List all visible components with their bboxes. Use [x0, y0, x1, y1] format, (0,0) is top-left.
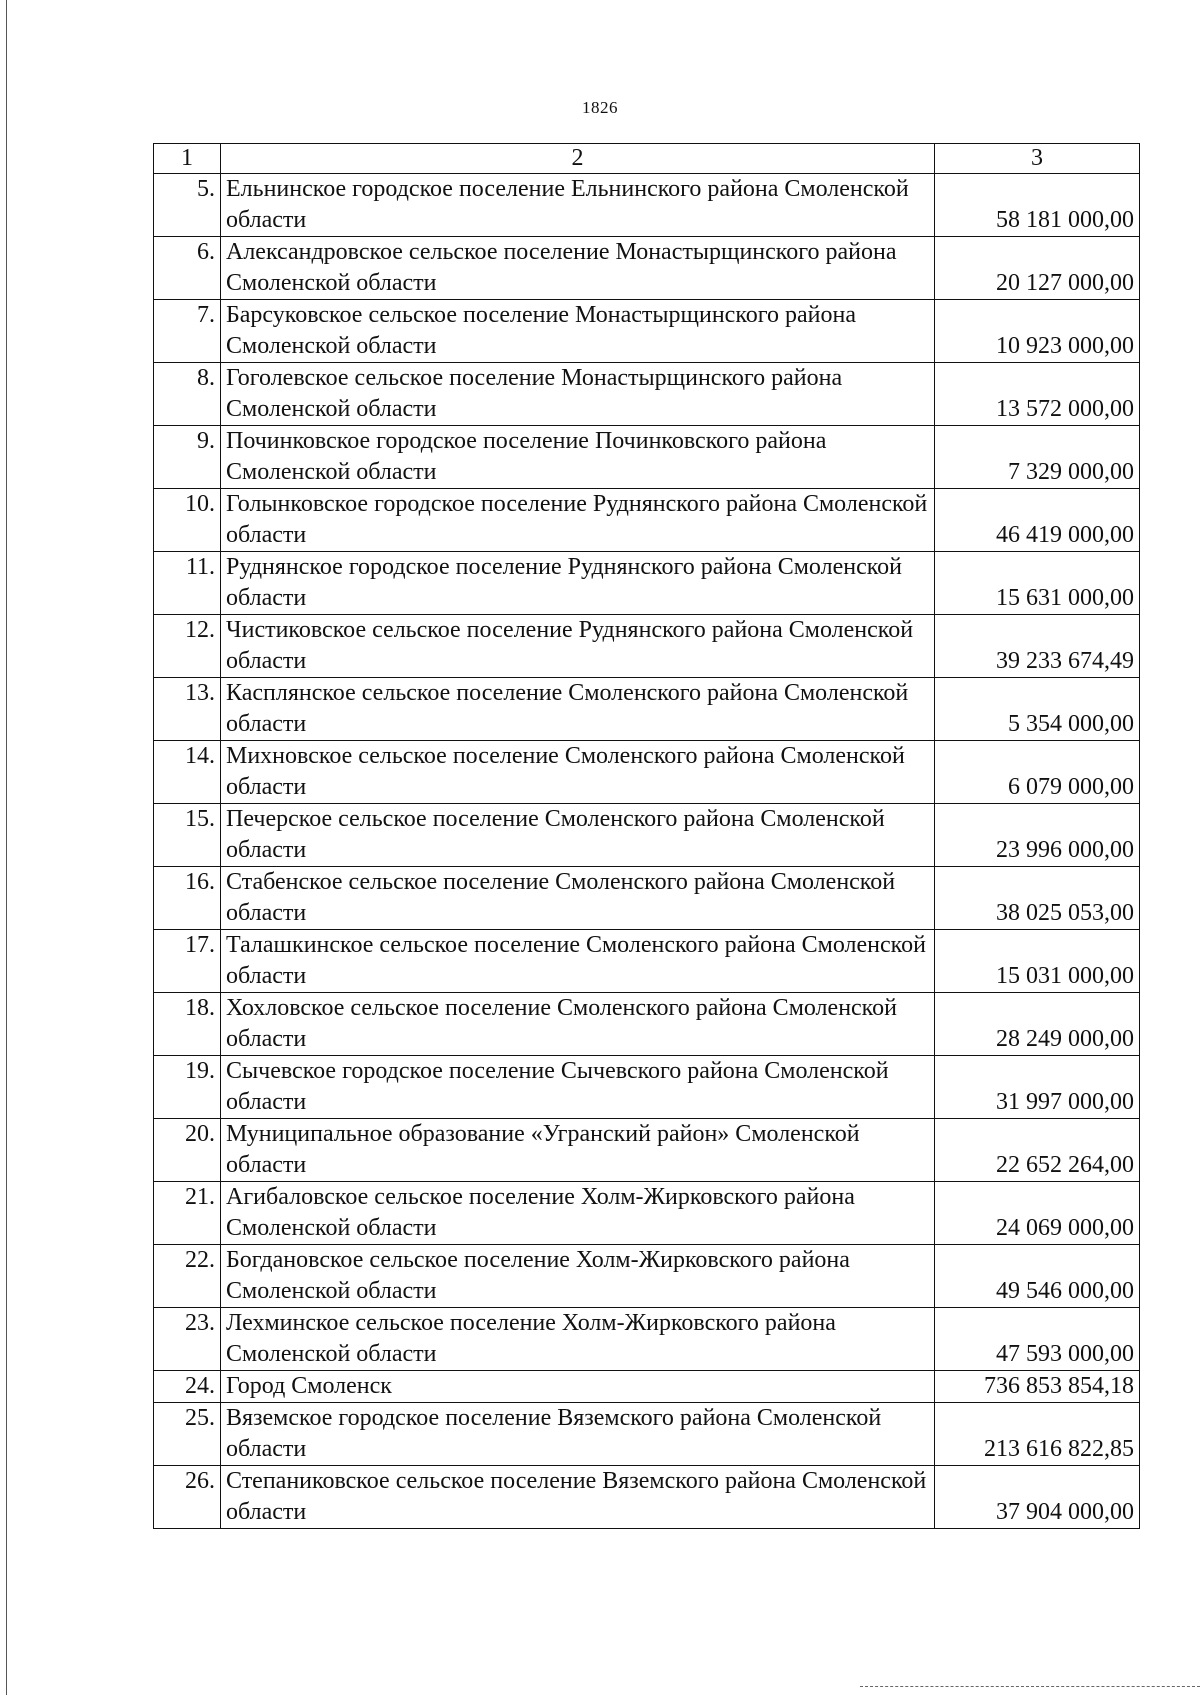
row-amount: 39 233 674,49: [935, 615, 1140, 678]
row-amount: 15 031 000,00: [935, 930, 1140, 993]
row-settlement-name: Александровское сельское поселение Монастырщинского района Смоленской области: [221, 237, 935, 300]
table-row: [154, 1466, 1140, 1529]
row-settlement-name: Агибаловское сельское поселение Холм-Жирковского района Смоленской области: [221, 1182, 935, 1245]
row-settlement-name: Чистиковское сельское поселение Руднянского района Смоленской области: [221, 615, 935, 678]
row-number: 20.: [154, 1119, 221, 1182]
row-settlement-name: Вяземское городское поселение Вяземского района Смоленской области: [221, 1403, 935, 1466]
allocation-table: [153, 143, 1140, 1529]
table-body: [154, 144, 1140, 1529]
row-amount: 213 616 822,85: [935, 1403, 1140, 1466]
row-settlement-name: Починковское городское поселение Починковского района Смоленской области: [221, 426, 935, 489]
header-col-2: 2: [221, 144, 935, 174]
table-row: [154, 426, 1140, 489]
table-row: [154, 1308, 1140, 1371]
row-number: 7.: [154, 300, 221, 363]
row-number: 10.: [154, 489, 221, 552]
row-settlement-name: Степаниковское сельское поселение Вяземского района Смоленской области: [221, 1466, 935, 1529]
scan-bottom-dash: [860, 1686, 1200, 1687]
table-row: [154, 363, 1140, 426]
row-settlement-name: Касплянское сельское поселение Смоленского района Смоленской области: [221, 678, 935, 741]
row-settlement-name: Муниципальное образование «Угранский район» Смоленской области: [221, 1119, 935, 1182]
row-number: 13.: [154, 678, 221, 741]
row-amount: 10 923 000,00: [935, 300, 1140, 363]
row-number: 16.: [154, 867, 221, 930]
table-row: [154, 552, 1140, 615]
row-number: 22.: [154, 1245, 221, 1308]
row-settlement-name: Лехминское сельское поселение Холм-Жирковского района Смоленской области: [221, 1308, 935, 1371]
row-number: 8.: [154, 363, 221, 426]
row-number: 26.: [154, 1466, 221, 1529]
row-settlement-name: Барсуковское сельское поселение Монастырщинского района Смоленской области: [221, 300, 935, 363]
table-row: [154, 1245, 1140, 1308]
row-amount: 6 079 000,00: [935, 741, 1140, 804]
row-number: 15.: [154, 804, 221, 867]
table-row: [154, 237, 1140, 300]
row-amount: 13 572 000,00: [935, 363, 1140, 426]
table-row: [154, 615, 1140, 678]
row-number: 23.: [154, 1308, 221, 1371]
row-amount: 15 631 000,00: [935, 552, 1140, 615]
row-number: 9.: [154, 426, 221, 489]
table-header-row: [154, 144, 1140, 174]
table-row: [154, 174, 1140, 237]
row-settlement-name: Хохловское сельское поселение Смоленского района Смоленской области: [221, 993, 935, 1056]
row-settlement-name: Руднянское городское поселение Руднянского района Смоленской области: [221, 552, 935, 615]
row-amount: 31 997 000,00: [935, 1056, 1140, 1119]
row-number: 21.: [154, 1182, 221, 1245]
row-settlement-name: Богдановское сельское поселение Холм-Жирковского района Смоленской области: [221, 1245, 935, 1308]
table-row: [154, 1403, 1140, 1466]
table-row: [154, 489, 1140, 552]
table-row: [154, 1119, 1140, 1182]
row-amount: 7 329 000,00: [935, 426, 1140, 489]
row-settlement-name: Гоголевское сельское поселение Монастырщинского района Смоленской области: [221, 363, 935, 426]
row-settlement-name: Печерское сельское поселение Смоленского района Смоленской области: [221, 804, 935, 867]
row-number: 5.: [154, 174, 221, 237]
table-row: [154, 1371, 1140, 1403]
row-number: 11.: [154, 552, 221, 615]
row-amount: 24 069 000,00: [935, 1182, 1140, 1245]
row-amount: 58 181 000,00: [935, 174, 1140, 237]
row-number: 18.: [154, 993, 221, 1056]
row-number: 17.: [154, 930, 221, 993]
row-settlement-name: Ельнинское городское поселение Ельнинского района Смоленской области: [221, 174, 935, 237]
row-settlement-name: Стабенское сельское поселение Смоленского района Смоленской области: [221, 867, 935, 930]
row-number: 19.: [154, 1056, 221, 1119]
row-settlement-name: Сычевское городское поселение Сычевского района Смоленской области: [221, 1056, 935, 1119]
row-amount: 37 904 000,00: [935, 1466, 1140, 1529]
row-amount: 23 996 000,00: [935, 804, 1140, 867]
table-row: [154, 300, 1140, 363]
row-amount: 22 652 264,00: [935, 1119, 1140, 1182]
row-amount: 47 593 000,00: [935, 1308, 1140, 1371]
table-row: [154, 741, 1140, 804]
row-number: 25.: [154, 1403, 221, 1466]
table-row: [154, 930, 1140, 993]
table-row: [154, 678, 1140, 741]
scan-left-edge: [6, 0, 7, 1695]
page-number: 1826: [582, 98, 618, 117]
row-amount: 38 025 053,00: [935, 867, 1140, 930]
row-number: 24.: [154, 1371, 221, 1403]
row-number: 14.: [154, 741, 221, 804]
row-amount: 20 127 000,00: [935, 237, 1140, 300]
table-row: [154, 804, 1140, 867]
row-amount: 49 546 000,00: [935, 1245, 1140, 1308]
row-amount: 5 354 000,00: [935, 678, 1140, 741]
table-row: [154, 993, 1140, 1056]
row-settlement-name: Талашкинское сельское поселение Смоленского района Смоленской области: [221, 930, 935, 993]
row-amount: 736 853 854,18: [935, 1371, 1140, 1403]
row-number: 12.: [154, 615, 221, 678]
row-number: 6.: [154, 237, 221, 300]
row-amount: 28 249 000,00: [935, 993, 1140, 1056]
row-settlement-name: Михновское сельское поселение Смоленского района Смоленской области: [221, 741, 935, 804]
table-row: [154, 1056, 1140, 1119]
header-col-1: 1: [154, 144, 221, 174]
row-settlement-name: Город Смоленск: [221, 1371, 935, 1403]
row-amount: 46 419 000,00: [935, 489, 1140, 552]
table-row: [154, 1182, 1140, 1245]
table-row: [154, 867, 1140, 930]
header-col-3: 3: [935, 144, 1140, 174]
row-settlement-name: Голынковское городское поселение Руднянского района Смоленской области: [221, 489, 935, 552]
